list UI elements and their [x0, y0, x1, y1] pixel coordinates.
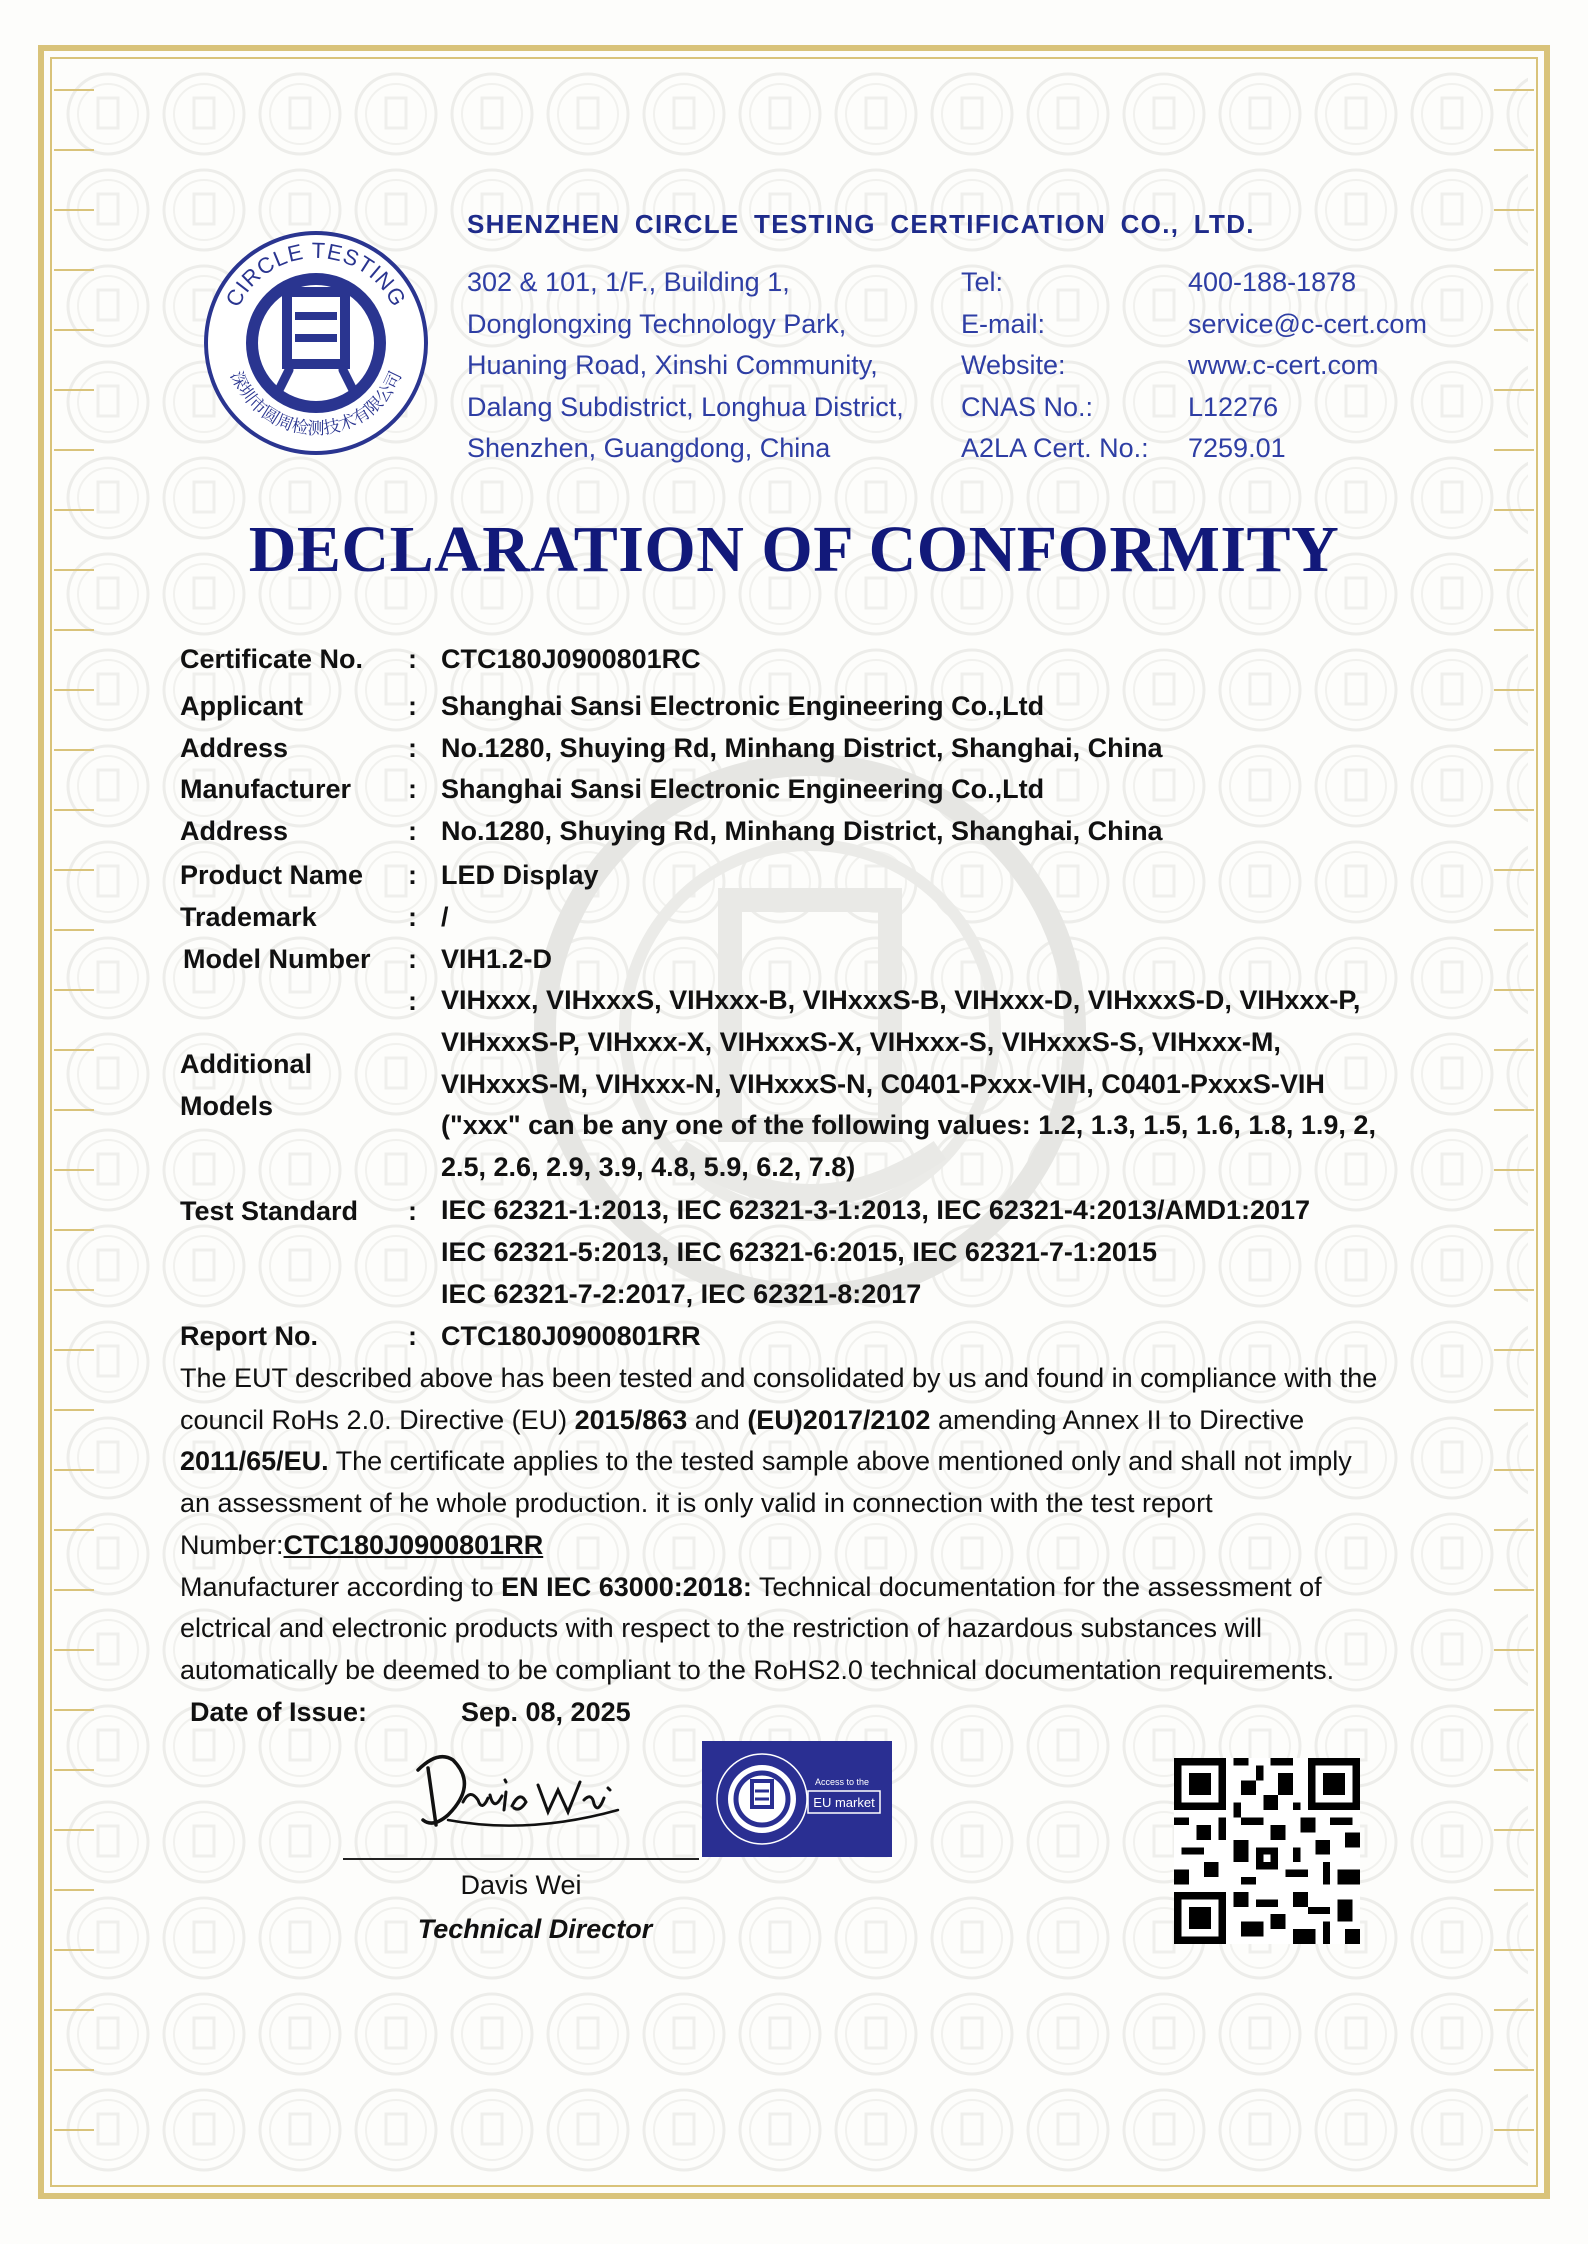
- statement-line: an assessment of he whole production. it is only valid in connection with the test report: [180, 1488, 1213, 1519]
- colon: :: [408, 902, 417, 932]
- contact-label: A2LA Cert. No.:: [961, 433, 1149, 463]
- company-address: [467, 262, 967, 470]
- statement-line: council RoHs 2.0. Directive (EU) 2015/863 and (EU)2017/2102 amending Annex II to Directive: [180, 1404, 1305, 1435]
- certificate-no-label: Certificate No.: [180, 644, 364, 674]
- eu-market-badge: [702, 1741, 892, 1857]
- document-title: DECLARATION OF CONFORMITY: [248, 513, 1340, 586]
- product-name-label: Product Name: [180, 860, 364, 890]
- statement-line: automatically be deemed to be compliant to the RoHS2.0 technical documentation requirements.: [180, 1654, 1335, 1685]
- contact-value: 400-188-1878: [1188, 267, 1357, 297]
- svg-text:Access to the: Access to the: [814, 1777, 870, 1787]
- model-number-label: Model Number: [183, 944, 371, 974]
- qr-code: [1174, 1758, 1360, 1944]
- report-no-value: CTC180J0900801RR: [441, 1321, 701, 1351]
- model-line: ("xxx" can be any one of the following values: 1.2, 1.3, 1.5, 1.6, 1.8, 1.9, 2,: [441, 1110, 1376, 1141]
- report-no-label: Report No.: [180, 1321, 318, 1351]
- model-line: VIHxxxS-P, VIHxxx-X, VIHxxxS-X, VIHxxx-S, VIHxxxS-S, VIHxxx-M,: [441, 1026, 1281, 1057]
- model-line: VIHxxx, VIHxxxS, VIHxxx-B, VIHxxxS-B, VIHxxx-D, VIHxxxS-D, VIHxxx-P,: [441, 985, 1361, 1015]
- colon: :: [408, 860, 417, 890]
- model-line: VIHxxxS-M, VIHxxx-N, VIHxxxS-N, C0401-Pxxx-VIH, C0401-PxxxS-VIH: [441, 1068, 1325, 1099]
- frame-ticks-left: [54, 60, 94, 2180]
- model-line: 2.5, 2.6, 2.9, 3.9, 4.8, 5.9, 6.2, 7.8): [441, 1152, 856, 1183]
- signature: [408, 1740, 638, 1840]
- statement-line: Number:CTC180J0900801RR: [180, 1529, 544, 1560]
- test-standard-label: Test Standard: [180, 1196, 359, 1226]
- address-line: 302 & 101, 1/F., Building 1,: [467, 267, 790, 297]
- contact-label: Tel:: [961, 267, 1004, 297]
- manufacturer-value: Shanghai Sansi Electronic Engineering Co.,Ltd: [441, 774, 1045, 804]
- contact-label: Website:: [961, 350, 1066, 380]
- contact-label: CNAS No.:: [961, 391, 1094, 422]
- applicant-value: Shanghai Sansi Electronic Engineering Co.,Ltd: [441, 691, 1045, 721]
- manufacturer-address-label: Address: [180, 816, 289, 846]
- manufacturer-label: Manufacturer: [180, 774, 352, 804]
- standard-line: IEC 62321-1:2013, IEC 62321-3-1:2013, IEC 62321-4:2013/AMD1:2017: [441, 1195, 1311, 1225]
- date-of-issue-value: Sep. 08, 2025: [461, 1697, 631, 1727]
- colon: :: [408, 1196, 417, 1226]
- colon: :: [408, 733, 417, 763]
- date-of-issue-label: Date of Issue:: [190, 1697, 368, 1727]
- test-standard-list: [441, 1190, 1310, 1315]
- colon: :: [408, 986, 417, 1016]
- additional-models-label-2: Models: [180, 1091, 274, 1121]
- standard-line: IEC 62321-7-2:2017, IEC 62321-8:2017: [441, 1278, 922, 1309]
- colon: :: [408, 816, 417, 846]
- standard-line: IEC 62321-5:2013, IEC 62321-6:2015, IEC 62321-7-1:2015: [441, 1236, 1157, 1267]
- address-line: Huaning Road, Xinshi Community,: [467, 350, 878, 380]
- statement-line: 2011/65/EU. The certificate applies to the tested sample above mentioned only and shall not imply: [180, 1446, 1352, 1477]
- compliance-statement: [180, 1358, 1420, 1692]
- colon: :: [408, 1321, 417, 1351]
- additional-models-label-1: Additional: [180, 1049, 312, 1079]
- applicant-label: Applicant: [180, 691, 304, 721]
- svg-text:深圳市圆周检测技术有限公司: 深圳市圆周检测技术有限公司: [225, 368, 407, 439]
- signature-line: [343, 1858, 699, 1860]
- signer-name: Davis Wei: [460, 1870, 582, 1900]
- company-name: SHENZHEN CIRCLE TESTING CERTIFICATION CO., LTD.: [467, 209, 1255, 239]
- applicant-address-label: Address: [180, 733, 289, 763]
- product-name-value: LED Display: [441, 860, 599, 890]
- contact-value: www.c-cert.com: [1188, 350, 1379, 380]
- applicant-address-value: No.1280, Shuying Rd, Minhang District, Shanghai, China: [441, 733, 1163, 763]
- address-line: Shenzhen, Guangdong, China: [467, 433, 831, 463]
- contact-value: L12276: [1188, 391, 1279, 422]
- contact-value: 7259.01: [1188, 433, 1286, 463]
- statement-line: elctrical and electronic products with respect to the restriction of hazardous substances will: [180, 1613, 1263, 1644]
- statement-line: Manufacturer according to EN IEC 63000:2018: Technical documentation for the assessment of: [180, 1571, 1322, 1602]
- statement-line: The EUT described above has been tested and consolidated by us and found in compliance with the: [180, 1363, 1378, 1393]
- contact-label: E-mail:: [961, 308, 1046, 339]
- frame-ticks-right: [1494, 60, 1534, 2180]
- colon: :: [408, 774, 417, 804]
- company-logo: [203, 230, 429, 456]
- signer-title: Technical Director: [417, 1914, 653, 1944]
- address-line: Dalang Subdistrict, Longhua District,: [467, 391, 904, 422]
- manufacturer-address-value: No.1280, Shuying Rd, Minhang District, Shanghai, China: [441, 816, 1163, 846]
- contact-value: service@c-cert.com: [1188, 308, 1427, 339]
- svg-text:CIRCLE TESTING: CIRCLE TESTING: [220, 237, 412, 311]
- svg-text:EU market: EU market: [813, 1795, 875, 1810]
- trademark-value: /: [441, 902, 449, 932]
- model-number-value: VIH1.2-D: [441, 944, 553, 974]
- certificate-no-value: CTC180J0900801RC: [441, 644, 701, 674]
- colon: :: [408, 691, 417, 721]
- colon: :: [408, 944, 417, 974]
- colon: :: [408, 644, 417, 674]
- address-line: Donglongxing Technology Park,: [467, 308, 847, 339]
- trademark-label: Trademark: [180, 902, 317, 932]
- additional-models-list: [441, 980, 1376, 1189]
- report-number-link: CTC180J0900801RR: [283, 1529, 544, 1560]
